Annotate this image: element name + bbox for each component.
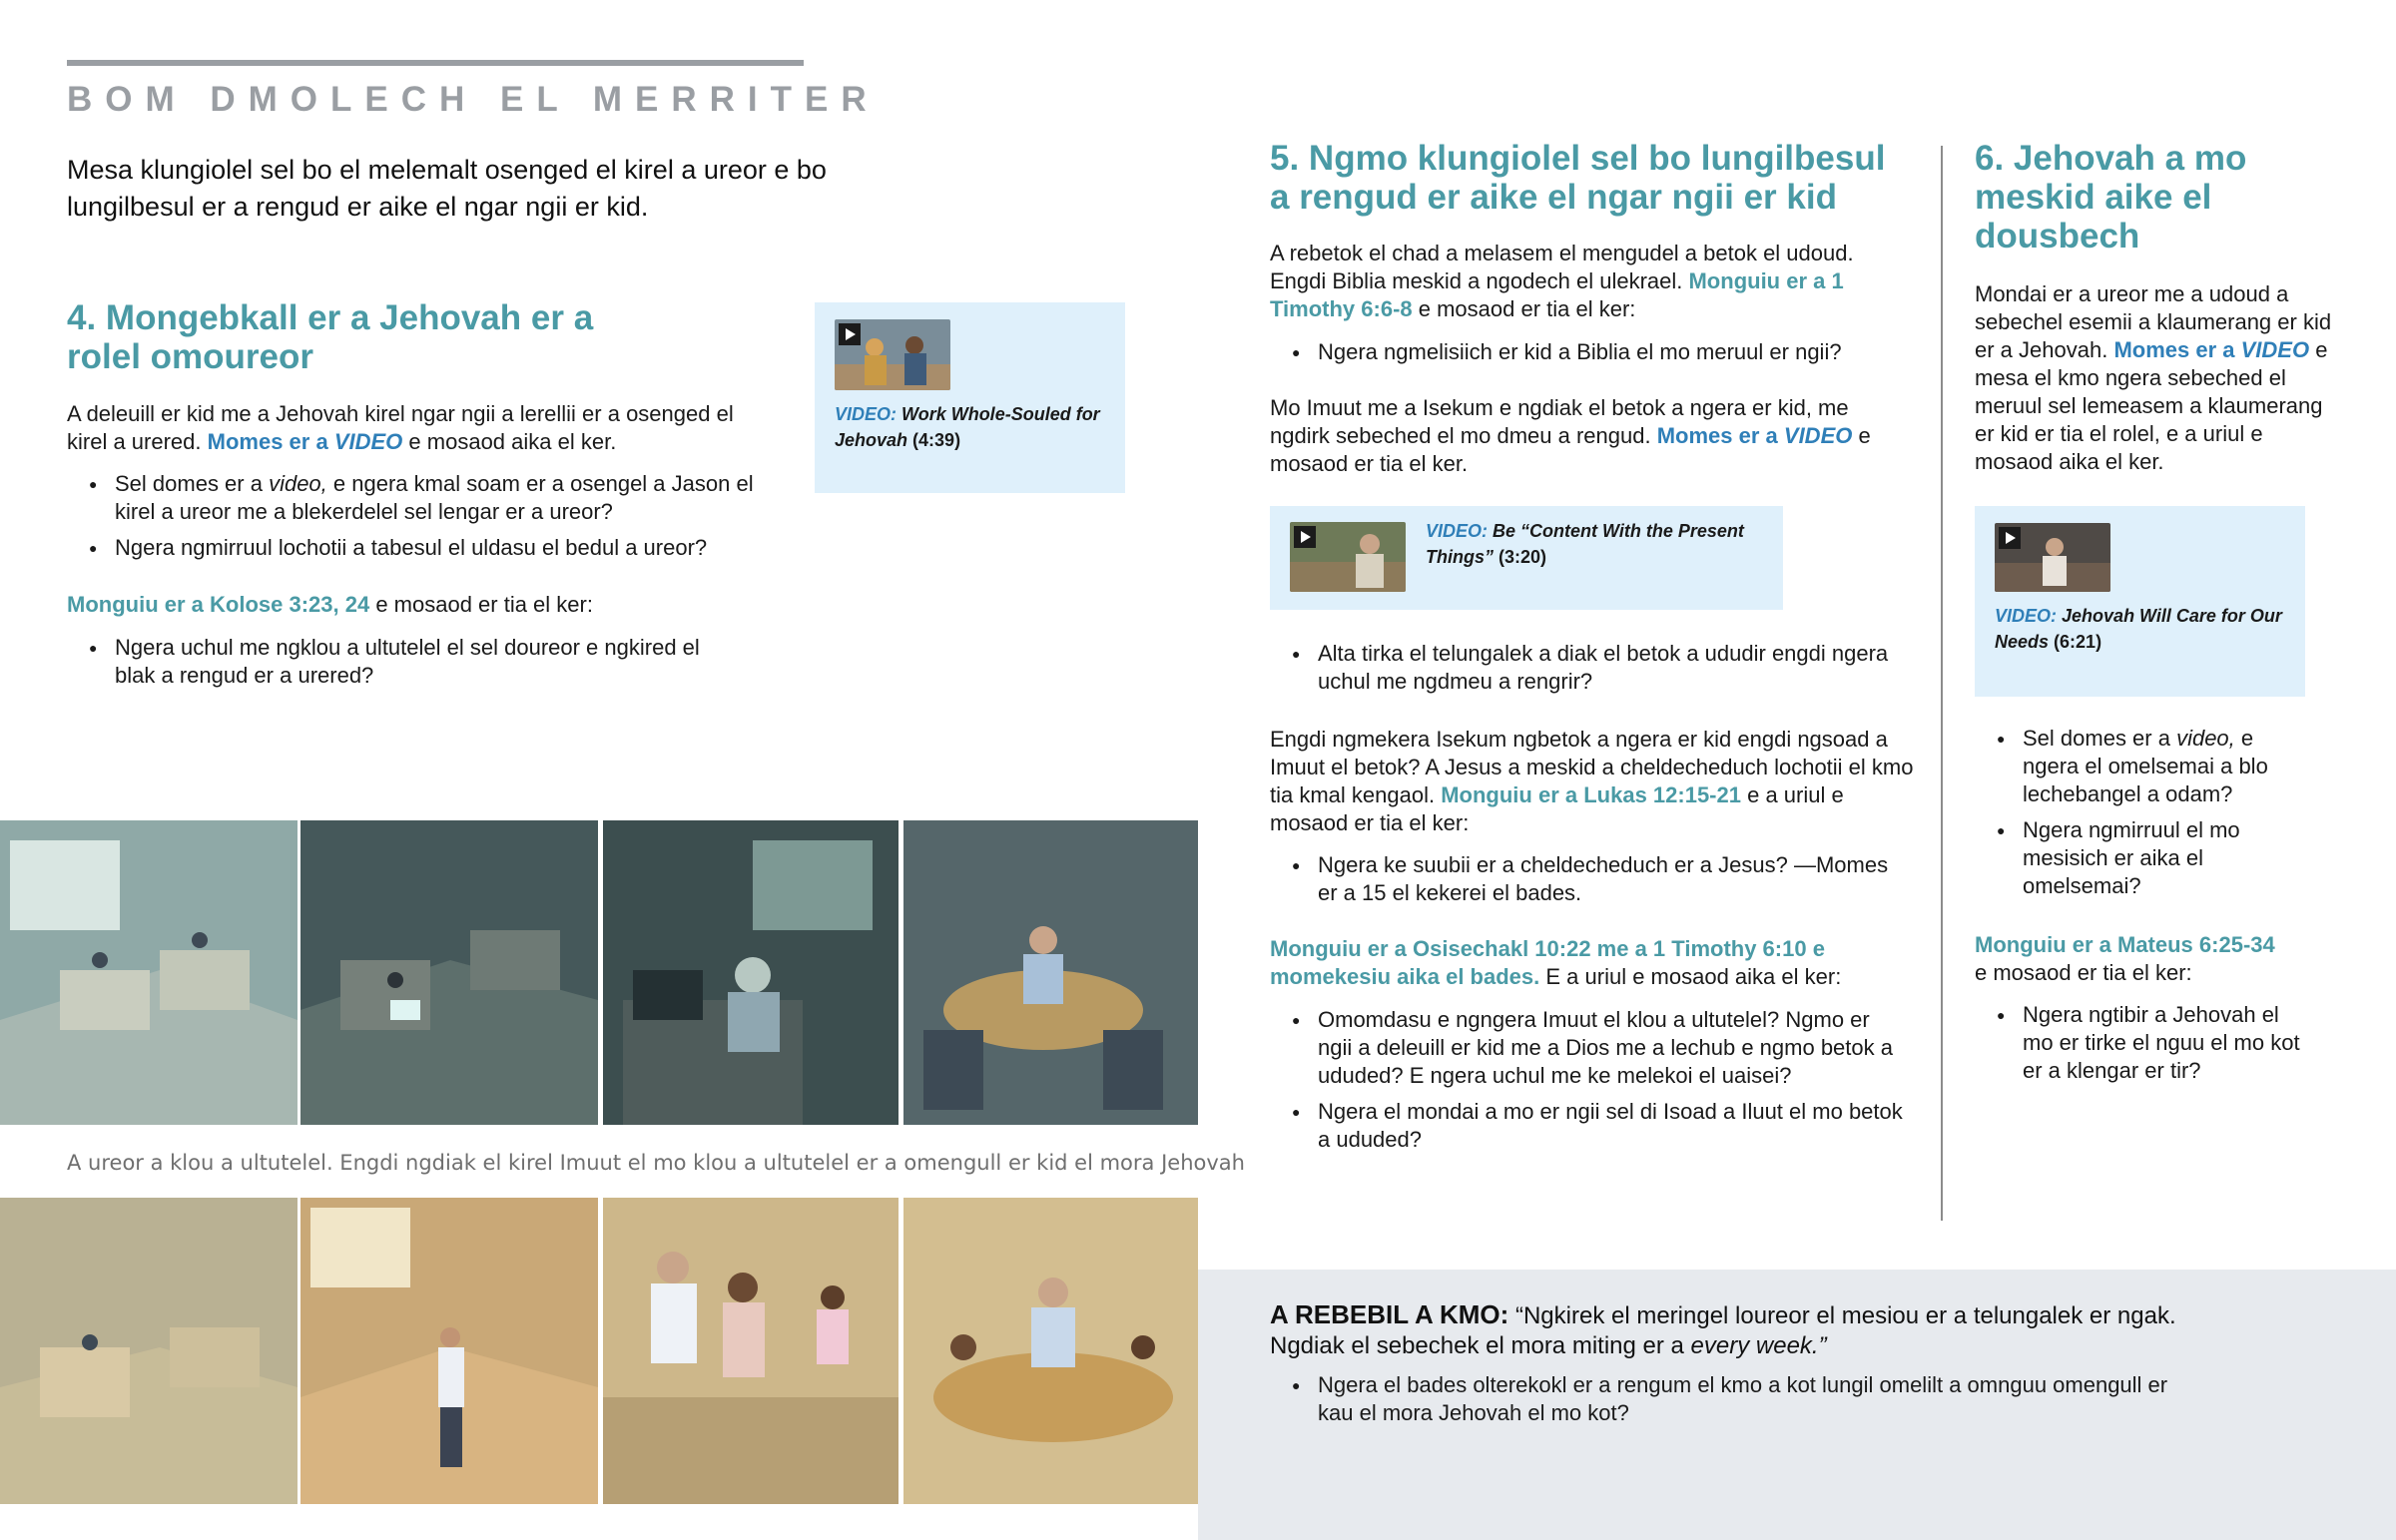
section-4-bullets-1 bbox=[67, 470, 766, 570]
scripture-link-timothy[interactable]: Monguiu er a 1 Timothy 6:6-8 bbox=[1270, 268, 1844, 321]
play-icon[interactable] bbox=[1999, 527, 2021, 549]
video-box-content-present-things[interactable] bbox=[1270, 506, 1783, 610]
list-item: ● Ngera ngmirruul lochotii a tabesul el uldasu el bedul a ureor? bbox=[67, 534, 766, 562]
watch-video-link[interactable]: Momes er a VIDEO bbox=[2113, 337, 2310, 362]
video-box-work-whole-souled[interactable] bbox=[815, 302, 1125, 493]
illustration-office-day-1 bbox=[0, 820, 298, 1125]
video-thumbnail[interactable] bbox=[1995, 523, 2110, 592]
illustration-office-night bbox=[603, 820, 898, 1125]
list-item: ● Ngera el bades olterekokl er a rengum el kmo a kot lungil omelilt a omnguu omengull er kau el mora Jehovah el mo kot? bbox=[1270, 1371, 2188, 1427]
list-item: ● Sel domes er a video, e ngera kmal soam er a osengel a Jason el kirel a ureor me a blekerdelel sel lengar er a ureor? bbox=[67, 470, 766, 526]
list-item: ● Ngera ngtibir a Jehovah el mo er tirke el nguu el mo kot er a klengar er tir? bbox=[1975, 1001, 2314, 1085]
play-icon[interactable] bbox=[1294, 526, 1316, 548]
illustration-office-evening bbox=[300, 820, 598, 1125]
illustration-office-day-2 bbox=[0, 1198, 298, 1504]
illustration-family-meal bbox=[903, 1198, 1198, 1504]
video-thumbnail[interactable] bbox=[1290, 522, 1406, 592]
intro-text: Mesa klungiolel sel bo el melemalt osenged el kirel a ureor e bo lungilbesul er a rengud er aike el ngar ngii er kid. bbox=[67, 155, 827, 222]
video-thumbnail[interactable] bbox=[835, 319, 950, 390]
section-5-bullets-1 bbox=[1270, 338, 1889, 374]
section-4-paragraph: A deleuill er kid me a Jehovah kirel ngar ngii a lerellii er a osenged el kirel a urered. Momes er a VIDEO e mosaod aika el ker. bbox=[67, 401, 734, 454]
list-item: ● Ngera el mondai a mo er ngii sel di Isoad a Iluut el mo betok a ududed? bbox=[1270, 1098, 1909, 1154]
page-kicker: BOM DMOLECH EL MERRITER bbox=[67, 80, 880, 119]
header-rule bbox=[67, 60, 804, 66]
video-caption: VIDEO: Be “Content With the Present Things” (3:20) bbox=[1426, 521, 1744, 567]
video-caption: VIDEO: Work Whole-Souled for Jehovah (4:39) bbox=[835, 404, 1100, 450]
image-caption: A ureor a klou a ultutelel. Engdi ngdiak el kirel Imuut el mo klou a ultutelel er a omengull er kid el mora Jehovah bbox=[67, 1151, 1245, 1175]
section-5-bullets-2 bbox=[1270, 640, 1889, 704]
video-box-jehovah-care[interactable] bbox=[1975, 506, 2305, 697]
scripture-link-mateus[interactable]: Monguiu er a Mateus 6:25-34 bbox=[1975, 932, 2275, 957]
section-6-bullets-1 bbox=[1975, 725, 2314, 908]
section-4-bullets-2 bbox=[67, 634, 726, 698]
list-item: ● Sel domes er a video, e ngera el omelsemai a blo lechebangel a odam? bbox=[1975, 725, 2314, 808]
section-6-paragraph: Mondai er a ureor me a udoud a sebechel esemii a klaumerang er kid er a Jehovah. Momes er a VIDEO e mesa el kmo ngera sebeched el meruul sel lemeasem a klaumerang er kid er tia el rolel, e a uriul e mosaod aika el ker. bbox=[1975, 281, 2332, 474]
section-5-paragraph-2: Mo Imuut me a Isekum e ngdiak el betok a ngera er kid, me ngdirk sebeched el mo dmeu a rengud. Momes er a VIDEO e mosaod er tia el ker. bbox=[1270, 395, 1871, 476]
section-6-title: 6. Jehovah a mo meskid aike el dousbech bbox=[1975, 139, 2247, 256]
watch-video-link[interactable]: Momes er a VIDEO bbox=[1656, 423, 1853, 448]
section-4-title: 4. Mongebkall er a Jehovah er a rolel omoureor bbox=[67, 298, 594, 376]
illustration-family-meeting bbox=[603, 1198, 898, 1504]
list-item: ● Ngera ke suubii er a cheldecheduch er a Jesus? —Momes er a 15 el kekerei el bades. bbox=[1270, 851, 1889, 907]
section-6-reference: Monguiu er a Mateus 6:25-34 e mosaod er tia el ker: bbox=[1975, 932, 2275, 985]
section-5-bullets-3 bbox=[1270, 851, 1889, 915]
section-5-bullets-4 bbox=[1270, 1006, 1909, 1162]
section-6-bullets-2 bbox=[1975, 1001, 2314, 1093]
footer-quote: A REBEBIL A KMO: “Ngkirek el meringel loureor el mesiou er a telungalek er ngak. Ngdiak el sebechek el mora miting er a every week.” bbox=[1270, 1299, 2176, 1359]
footer-label: A REBEBIL A KMO: bbox=[1270, 1299, 1509, 1329]
list-item: ● Ngera uchul me ngklou a ultutelel el sel doureor e ngkired el blak a rengud er a urered? bbox=[67, 634, 726, 690]
footer-bullets bbox=[1270, 1371, 2188, 1435]
video-caption: VIDEO: Jehovah Will Care for Our Needs (6:21) bbox=[1995, 606, 2282, 652]
section-5-paragraph-4: Monguiu er a Osisechakl 10:22 me a 1 Timothy 6:10 e momekesiu aika el bades. E a uriul e mosaod aika el ker: bbox=[1270, 936, 1842, 989]
section-5-paragraph-1: A rebetok el chad a melasem el mengudel a betok el udoud. Engdi Biblia meskid a ngodech el ulekrael. Monguiu er a 1 Timothy 6:6-8 e mosaod er tia el ker: bbox=[1270, 241, 1854, 321]
scripture-link-lukas[interactable]: Monguiu er a Lukas 12:15-21 bbox=[1441, 782, 1741, 807]
list-item: ● Ngera ngmelisiich er kid a Biblia el mo meruul er ngii? bbox=[1270, 338, 1889, 366]
column-divider bbox=[1941, 146, 1943, 1221]
watch-video-link[interactable]: Momes er a VIDEO bbox=[207, 429, 403, 454]
scripture-link-kolose[interactable]: Monguiu er a Kolose 3:23, 24 bbox=[67, 592, 370, 617]
list-item: ● Omomdasu e ngngera Imuut el klou a ultutelel? Ngmo er ngii a deleuill er kid me a Dios me a lechub e ngmo betok a ududed? E ngera uchul me ke melekoi el uaisei? bbox=[1270, 1006, 1909, 1090]
illustration-home-alone bbox=[903, 820, 1198, 1125]
list-item: ● Ngera ngmirruul el mo mesisich er aika el omelsemai? bbox=[1975, 816, 2314, 900]
play-icon[interactable] bbox=[839, 323, 861, 345]
scripture-link-osisechakl[interactable]: Monguiu er a Osisechakl 10:22 me a 1 Timothy 6:10 e momekesiu aika el bades. bbox=[1270, 936, 1825, 989]
illustration-leaving-office bbox=[300, 1198, 598, 1504]
section-4-reference: Monguiu er a Kolose 3:23, 24 e mosaod er tia el ker: bbox=[67, 592, 593, 617]
section-5-title: 5. Ngmo klungiolel sel bo lungilbesul a rengud er aike el ngar ngii er kid bbox=[1270, 139, 1886, 217]
list-item: ● Alta tirka el telungalek a diak el betok a ududir engdi ngera uchul me ngdmeu a rengrir? bbox=[1270, 640, 1889, 696]
section-5-paragraph-3: Engdi ngmekera Isekum ngbetok a ngera er kid engdi ngsoad a Imuut el betok? A Jesus a meskid a cheldecheduch lochotii el kmo tia kmal kengaol. Monguiu er a Lukas 12:15-21 e a uriul e mosaod er tia el ker: bbox=[1270, 727, 1914, 835]
